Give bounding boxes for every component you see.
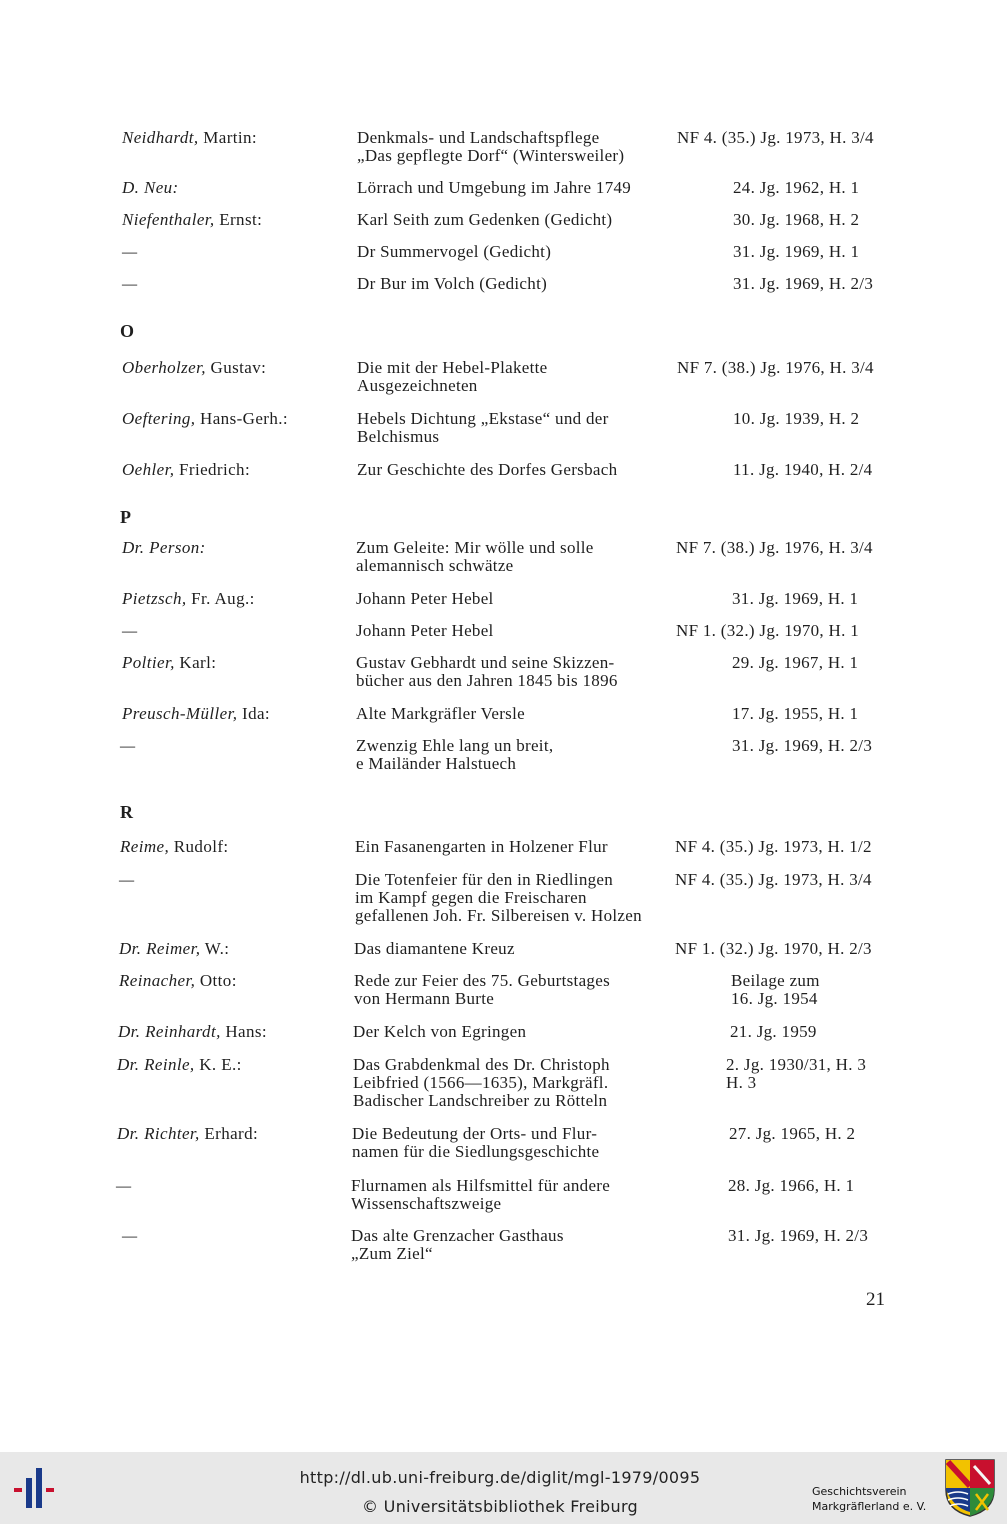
- author-name: —: [119, 870, 135, 889]
- author-name: Oberholzer,: [122, 358, 206, 377]
- entry-title: [351, 1177, 671, 1213]
- entry-title: [356, 590, 676, 608]
- copyright-text: © Universitätsbibliothek Freiburg: [362, 1497, 638, 1516]
- title-line: Leibfried (1566—1635), Markgräfl.: [353, 1073, 609, 1092]
- entry-author: [122, 1227, 138, 1245]
- entry-author: [122, 654, 216, 672]
- reference-line: 31. Jg. 1969, H. 2/3: [732, 736, 873, 755]
- author-name: Pietzsch,: [122, 589, 187, 608]
- reference-line: NF 4. (35.) Jg. 1973, H. 3/4: [677, 128, 874, 147]
- reference-line: 31. Jg. 1969, H. 2/3: [733, 274, 874, 293]
- title-line: e Mailänder Halstuech: [356, 754, 517, 773]
- author-given-name: W.:: [200, 939, 230, 958]
- entry-reference: [732, 737, 948, 755]
- entry-author: [120, 737, 136, 755]
- entry-title: [357, 410, 677, 446]
- entry-reference: [732, 705, 948, 723]
- title-line: alemannisch schwätze: [356, 556, 514, 575]
- entry-author: [122, 243, 138, 261]
- entry-reference: [726, 1056, 942, 1092]
- entry-author: [119, 871, 135, 889]
- entry-title: [356, 622, 676, 640]
- entry-author: [119, 972, 237, 990]
- reference-line: 27. Jg. 1965, H. 2: [729, 1124, 856, 1143]
- reference-line: 10. Jg. 1939, H. 2: [733, 409, 860, 428]
- author-name: —: [116, 1176, 132, 1195]
- reference-line: H. 3: [726, 1073, 757, 1092]
- reference-line: 31. Jg. 1969, H. 1: [732, 589, 859, 608]
- title-line: Die Totenfeier für den in Riedlingen: [355, 870, 614, 889]
- reference-line: 16. Jg. 1954: [731, 989, 818, 1008]
- author-given-name: Rudolf:: [169, 837, 229, 856]
- author-name: Niefenthaler,: [122, 210, 215, 229]
- title-line: bücher aus den Jahren 1845 bis 1896: [356, 671, 618, 690]
- entry-reference: [733, 461, 949, 479]
- title-line: Dr Bur im Volch (Gedicht): [357, 274, 548, 293]
- title-line: Johann Peter Hebel: [356, 589, 494, 608]
- entry-title: [356, 705, 676, 723]
- entry-reference: [728, 1177, 944, 1195]
- reference-line: 17. Jg. 1955, H. 1: [732, 704, 859, 723]
- entry-reference: [733, 211, 949, 229]
- entry-title: [357, 129, 677, 165]
- title-line: im Kampf gegen die Freischaren: [355, 888, 587, 907]
- reference-line: Beilage zum: [731, 971, 820, 990]
- section-letter: P: [120, 507, 131, 527]
- entry-title: [354, 972, 674, 1008]
- reference-line: 24. Jg. 1962, H. 1: [733, 178, 860, 197]
- author-name: D. Neu:: [122, 178, 179, 197]
- author-name: Dr. Person:: [122, 538, 206, 557]
- author-name: —: [122, 274, 138, 293]
- author-given-name: Gustav:: [205, 358, 267, 377]
- author-name: Oeftering,: [122, 409, 196, 428]
- entry-title: [352, 1125, 672, 1161]
- entry-author: [116, 1177, 132, 1195]
- title-line: Zur Geschichte des Dorfes Gersbach: [357, 460, 618, 479]
- title-line: Die mit der Hebel-Plakette: [357, 358, 548, 377]
- reference-line: NF 7. (38.) Jg. 1976, H. 3/4: [677, 358, 874, 377]
- entry-author: [117, 1125, 258, 1143]
- entry-title: [356, 737, 676, 773]
- entry-author: [122, 211, 262, 229]
- society-name: [812, 1484, 926, 1514]
- author-given-name: Ernst:: [214, 210, 263, 229]
- title-line: Hebels Dichtung „Ekstase“ und der: [357, 409, 609, 428]
- title-line: Dr Summervogel (Gedicht): [357, 242, 552, 261]
- title-line: Johann Peter Hebel: [356, 621, 494, 640]
- entry-reference: [729, 1125, 945, 1143]
- society-line-1: Geschichtsverein: [812, 1485, 907, 1498]
- entry-author: [118, 1023, 267, 1041]
- entry-title: [357, 179, 677, 197]
- entry-reference: [732, 654, 948, 672]
- author-given-name: Martin:: [198, 128, 258, 147]
- entry-title: [357, 211, 677, 229]
- reference-line: NF 4. (35.) Jg. 1973, H. 3/4: [675, 870, 872, 889]
- reference-line: 31. Jg. 1969, H. 1: [733, 242, 860, 261]
- title-line: Die Bedeutung der Orts- und Flur-: [352, 1124, 598, 1143]
- entry-title: [357, 461, 677, 479]
- reference-line: 21. Jg. 1959: [730, 1022, 817, 1041]
- entry-title: [355, 838, 675, 856]
- entry-title: [354, 940, 674, 958]
- reference-line: 29. Jg. 1967, H. 1: [732, 653, 859, 672]
- reference-line: 2. Jg. 1930/31, H. 3: [726, 1055, 867, 1074]
- entry-title: [356, 654, 676, 690]
- title-line: gefallenen Joh. Fr. Silbereisen v. Holzen: [355, 906, 642, 925]
- entry-author: [122, 179, 179, 197]
- title-line: Denkmals- und Landschaftspflege: [357, 128, 600, 147]
- entry-author: [117, 1056, 242, 1074]
- entry-reference: [676, 539, 892, 557]
- entry-author: [122, 129, 257, 147]
- title-line: „Das gepflegte Dorf“ (Wintersweiler): [357, 146, 625, 165]
- title-line: Das diamantene Kreuz: [354, 939, 515, 958]
- source-url-link[interactable]: http://dl.ub.uni-freiburg.de/diglit/mgl-1979/0095: [299, 1468, 701, 1487]
- author-name: Reinacher,: [119, 971, 196, 990]
- reference-line: 11. Jg. 1940, H. 2/4: [733, 460, 873, 479]
- entry-author: [122, 275, 138, 293]
- author-given-name: Hans-Gerh.:: [195, 409, 289, 428]
- reference-line: NF 1. (32.) Jg. 1970, H. 2/3: [675, 939, 872, 958]
- entry-title: [351, 1227, 671, 1263]
- entry-reference: [733, 179, 949, 197]
- entry-reference: [733, 275, 949, 293]
- entry-author: [122, 410, 288, 428]
- entry-reference: [733, 410, 949, 428]
- author-given-name: Karl:: [174, 653, 217, 672]
- author-name: Neidhardt,: [122, 128, 199, 147]
- coat-of-arms-icon: [944, 1458, 996, 1518]
- title-line: „Zum Ziel“: [351, 1244, 433, 1263]
- author-given-name: K. E.:: [194, 1055, 242, 1074]
- author-name: Dr. Reinhardt,: [118, 1022, 221, 1041]
- entry-author: [120, 838, 229, 856]
- entry-author: [122, 622, 138, 640]
- author-name: —: [122, 621, 138, 640]
- author-given-name: Fr. Aug.:: [186, 589, 255, 608]
- author-name: Dr. Richter,: [117, 1124, 200, 1143]
- reference-line: 28. Jg. 1966, H. 1: [728, 1176, 855, 1195]
- author-given-name: Otto:: [195, 971, 237, 990]
- entry-title: [353, 1056, 673, 1110]
- title-line: Zum Geleite: Mir wölle und solle: [356, 538, 594, 557]
- title-line: Flurnamen als Hilfsmittel für andere: [351, 1176, 611, 1195]
- title-line: namen für die Siedlungsgeschichte: [352, 1142, 600, 1161]
- entry-author: [122, 590, 255, 608]
- author-name: Dr. Reimer,: [119, 939, 201, 958]
- entry-title: [357, 359, 677, 395]
- title-line: Ausgezeichneten: [357, 376, 478, 395]
- reference-line: NF 4. (35.) Jg. 1973, H. 1/2: [675, 837, 872, 856]
- author-name: Poltier,: [122, 653, 175, 672]
- entry-reference: [730, 1023, 946, 1041]
- entry-reference: [731, 972, 947, 1008]
- title-line: Das Grabdenkmal des Dr. Christoph: [353, 1055, 610, 1074]
- entry-reference: [728, 1227, 944, 1245]
- author-name: —: [120, 736, 136, 755]
- entry-author: [122, 705, 270, 723]
- title-line: Karl Seith zum Gedenken (Gedicht): [357, 210, 613, 229]
- author-name: Oehler,: [122, 460, 175, 479]
- entry-author: [122, 539, 206, 557]
- entry-author: [122, 461, 250, 479]
- entry-reference: [733, 243, 949, 261]
- title-line: von Hermann Burte: [354, 989, 495, 1008]
- title-line: Wissenschaftszweige: [351, 1194, 502, 1213]
- title-line: Lörrach und Umgebung im Jahre 1749: [357, 178, 632, 197]
- reference-line: 31. Jg. 1969, H. 2/3: [728, 1226, 869, 1245]
- reference-line: NF 7. (38.) Jg. 1976, H. 3/4: [676, 538, 873, 557]
- entry-reference: [677, 359, 893, 377]
- entry-title: [357, 243, 677, 261]
- title-line: Badischer Landschreiber zu Rötteln: [353, 1091, 608, 1110]
- entry-author: [122, 359, 266, 377]
- section-letter: O: [120, 321, 135, 341]
- entry-reference: [677, 129, 893, 147]
- entry-author: [119, 940, 229, 958]
- title-line: Ein Fasanengarten in Holzener Flur: [355, 837, 608, 856]
- author-given-name: Friedrich:: [174, 460, 251, 479]
- title-line: Alte Markgräfler Versle: [356, 704, 525, 723]
- entry-title: [356, 539, 676, 575]
- reference-line: 30. Jg. 1968, H. 2: [733, 210, 860, 229]
- entry-reference: [675, 940, 891, 958]
- society-line-2: Markgräflerland e. V.: [812, 1500, 927, 1513]
- reference-line: NF 1. (32.) Jg. 1970, H. 1: [676, 621, 859, 640]
- title-line: Gustav Gebhardt und seine Skizzen-: [356, 653, 615, 672]
- entry-reference: [676, 622, 892, 640]
- entry-title: [357, 275, 677, 293]
- title-line: Das alte Grenzacher Gasthaus: [351, 1226, 564, 1245]
- author-given-name: Erhard:: [199, 1124, 259, 1143]
- author-name: Reime,: [120, 837, 170, 856]
- author-given-name: Hans:: [220, 1022, 268, 1041]
- author-name: Dr. Reinle,: [117, 1055, 195, 1074]
- author-name: —: [122, 1226, 138, 1245]
- section-letter: R: [120, 802, 133, 822]
- entry-title: [355, 871, 675, 925]
- title-line: Rede zur Feier des 75. Geburtstages: [354, 971, 610, 990]
- entry-reference: [675, 871, 891, 889]
- title-line: Belchismus: [357, 427, 440, 446]
- page-number: 21: [866, 1289, 885, 1310]
- title-line: Der Kelch von Egringen: [353, 1022, 527, 1041]
- title-line: Zwenzig Ehle lang un breit,: [356, 736, 554, 755]
- author-name: —: [122, 242, 138, 261]
- footer-bar: [0, 1452, 1007, 1524]
- entry-title: [353, 1023, 673, 1041]
- entry-reference: [732, 590, 948, 608]
- entry-reference: [675, 838, 891, 856]
- author-given-name: Ida:: [237, 704, 271, 723]
- author-name: Preusch-Müller,: [122, 704, 238, 723]
